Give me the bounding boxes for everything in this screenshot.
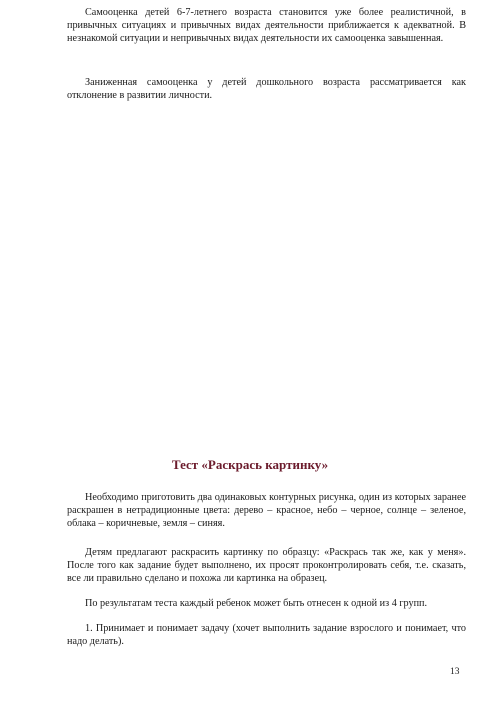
paragraph-materials: Необходимо приготовить два одинаковых контурных рисунка, один из которых заранее раскрашен в нетрадиционные цвета: дерево – красное, небо – черное, солнце – зеленое, облака – коричневые, земля – синяя.	[67, 492, 466, 529]
paragraph-results: По результатам теста каждый ребенок может быть отнесен к одной из 4 групп.	[85, 598, 428, 609]
page-number: 13	[450, 667, 460, 677]
paragraph-instructions: Детям предлагают раскрасить картинку по образцу: «Раскрась так же, как у меня». После того как задание будет выполнено, их просят проконтролировать себя, т.е. сказать, все ли правильно сделано и похожа ли картинка на образец.	[67, 547, 466, 584]
paragraph-self-esteem-6-7: Самооценка детей 6-7-летнего возраста становится уже более реалистичной, в привычных ситуациях и привычных видах деятельности приближается к адекватной. В незнакомой ситуации и непривычных видах деятельности их самооценка завышенная.	[67, 7, 466, 44]
paragraph-low-self-esteem: Заниженная самооценка у детей дошкольного возраста рассматривается как отклонение в развитии личности.	[67, 77, 466, 101]
paragraph-group-1: 1. Принимает и понимает задачу (хочет выполнить задание взрослого и понимает, что надо делать).	[67, 623, 466, 647]
section-heading: Тест «Раскрась картинку»	[171, 457, 329, 472]
